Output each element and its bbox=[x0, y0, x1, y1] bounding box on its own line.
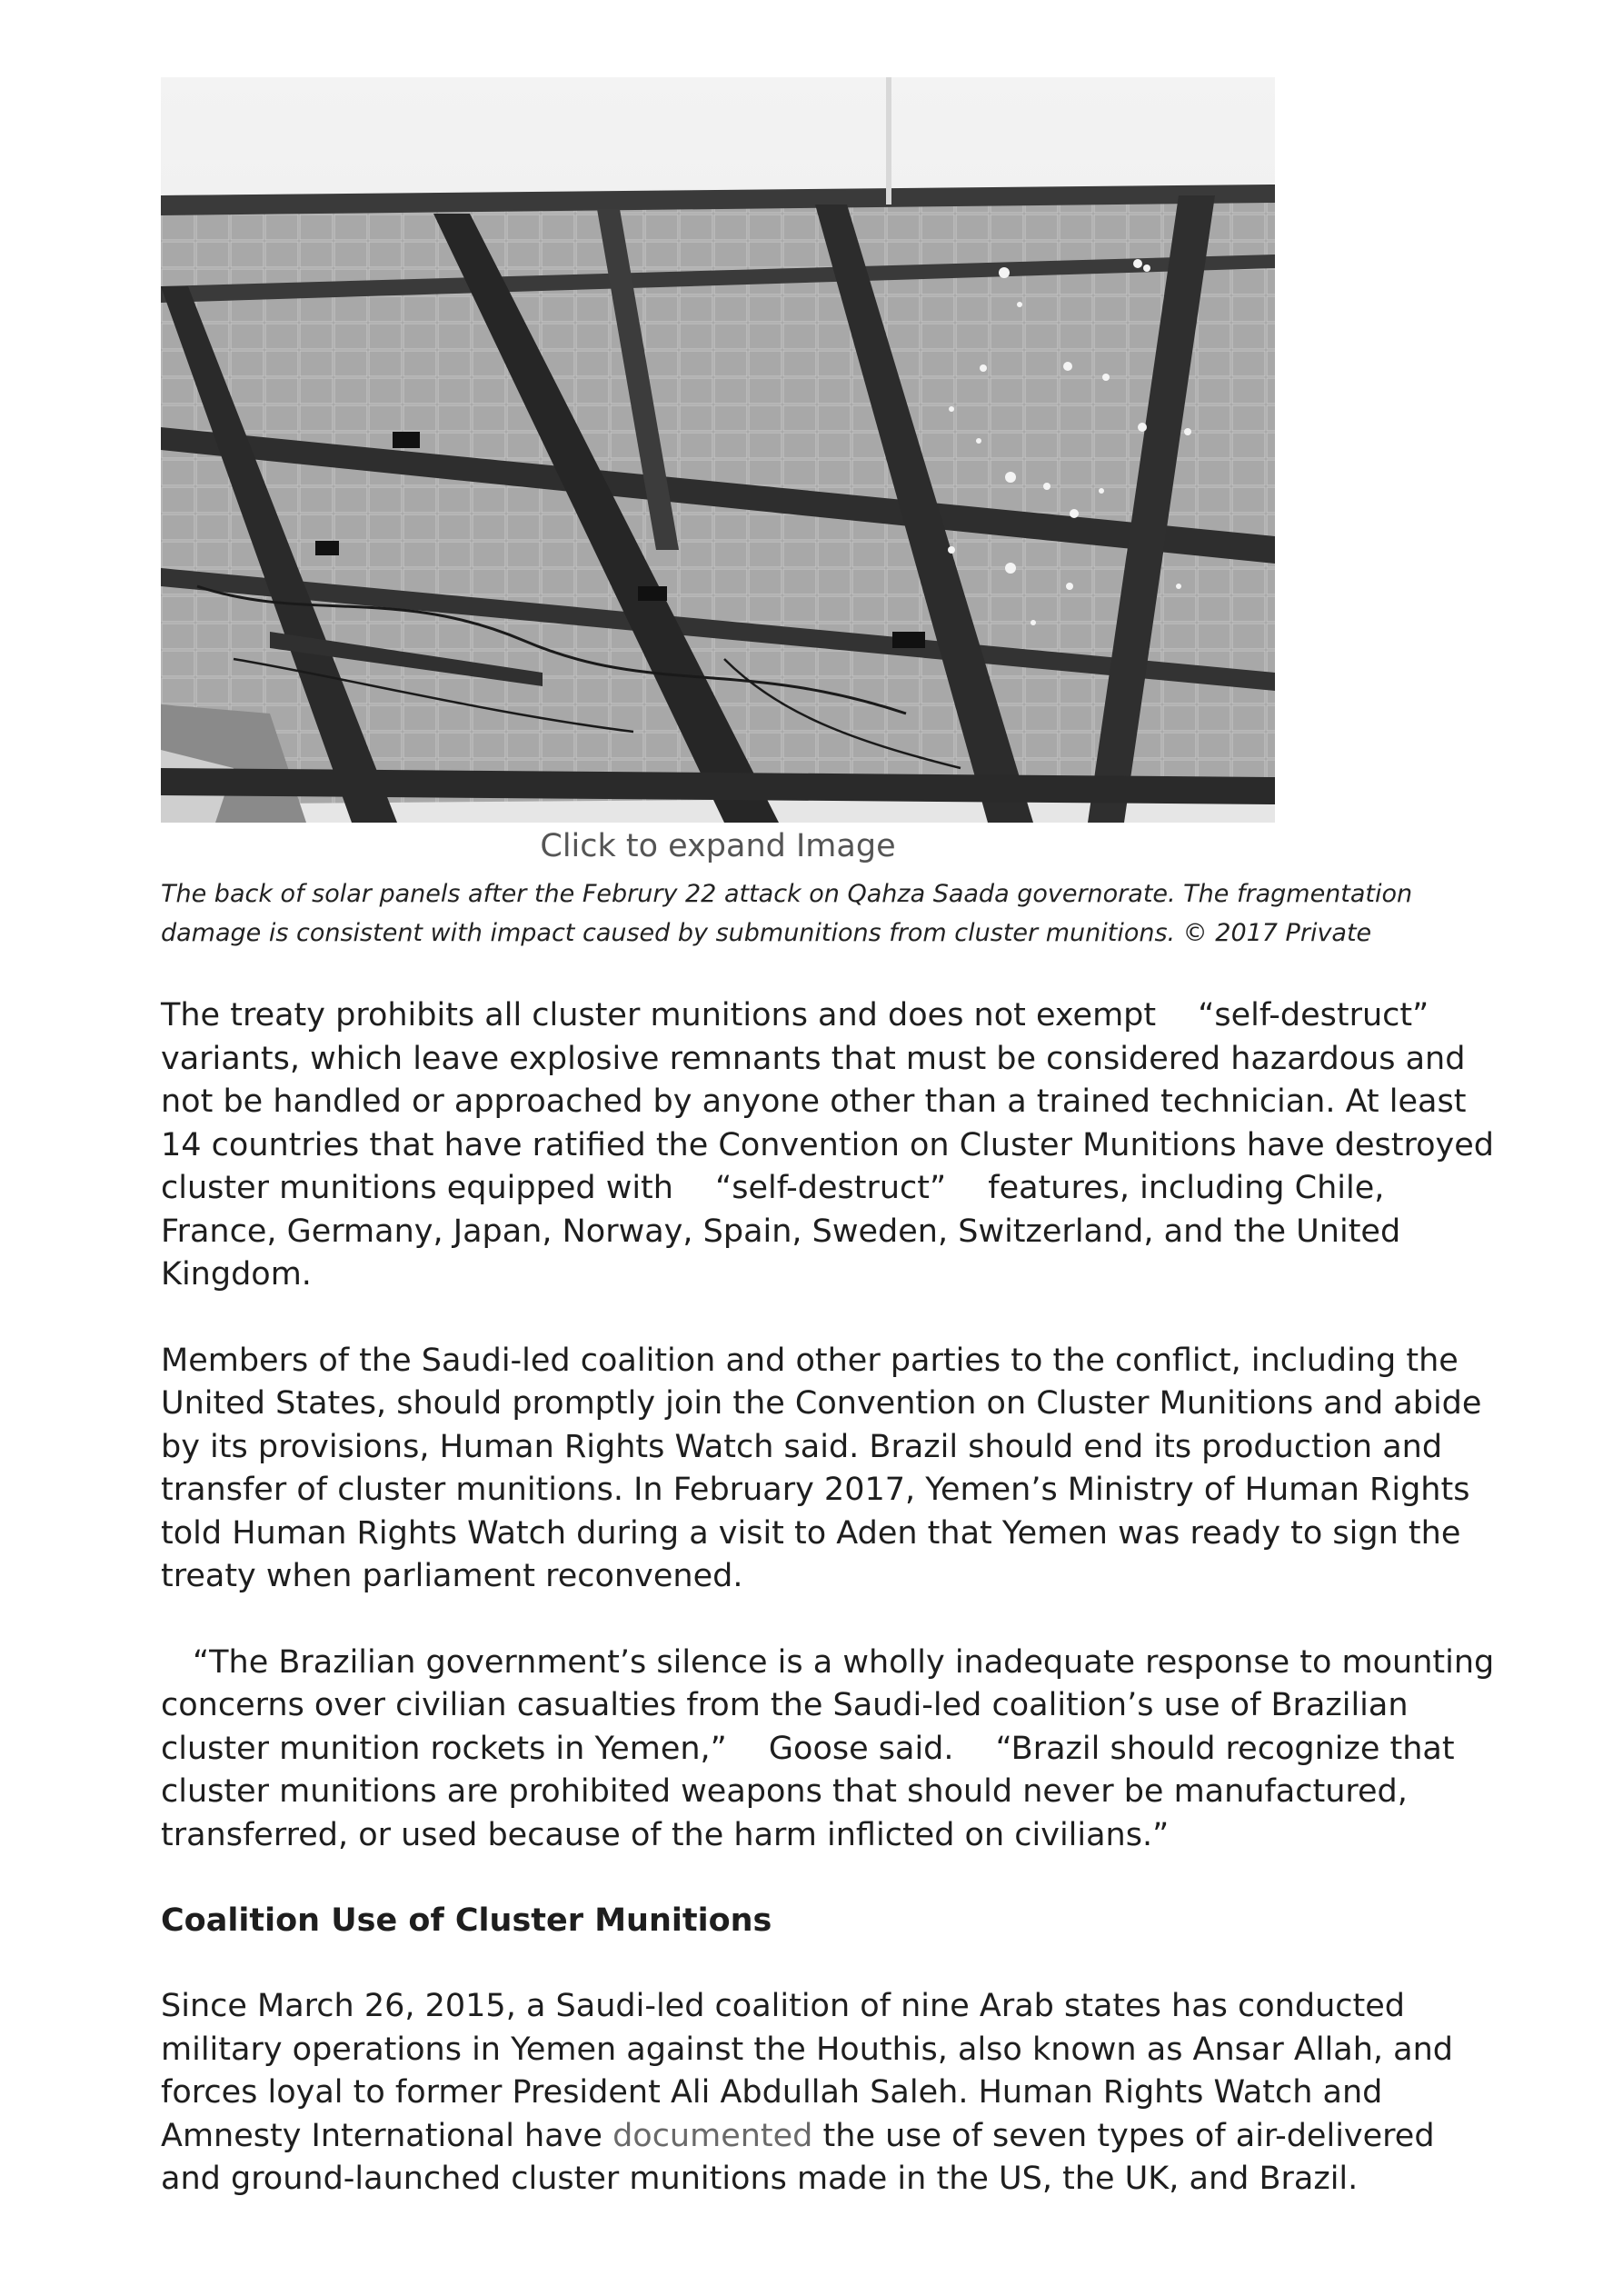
image-caption: The back of solar panels after the Februry 22 attack on Qahza Saada governorate. The fragmentation damage is consistent with impact caused by submunitions from cluster munitions. © 2017 Private bbox=[161, 880, 1413, 947]
solar-panel-image bbox=[161, 77, 1275, 823]
paragraph-text-after-link: the use of seven types of air-delivered and ground-launched cluster munitions made in the US, the UK, and Brazil. bbox=[161, 2117, 1435, 2197]
paragraph-coalition-members: Members of the Saudi-led coalition and other parties to the conflict, including the United States, should promptly join the Convention on Cluster Munitions and abide by its provisions, Human Rights Watch said. Brazil should end its production and transfer of cluster munitions. In February 2017, Yemen’s Ministry of Human Rights told Human Rights Watch during a visit to Aden that Yemen was ready to sign the treaty when parliament reconvened. bbox=[161, 1342, 1482, 1594]
paragraph-text-before-link: Since March 26, 2015, a Saudi-led coalition of nine Arab states has conducted military operations in Yemen against the Houthis, also known as Ansar Allah, and forces loyal to former President Ali Abdullah Saleh. Human Rights Watch and Amnesty International have bbox=[161, 1988, 1453, 2154]
paragraph-goose-quote: “The Brazilian government’s silence is a wholly inadequate response to mounting concerns over civilian casualties from the Saudi-led coalition’s use of Brazilian cluster munition rockets in Yemen,” Goose said. “Brazil should recognize that cluster munitions are prohibited weapons that should never be manufactured, transferred, or used because of the harm inflicted on civilians.” bbox=[161, 1643, 1495, 1853]
article-page bbox=[161, 77, 1497, 2201]
documented-link[interactable]: documented bbox=[612, 2117, 813, 2154]
expand-image-link[interactable]: Click to expand Image bbox=[540, 828, 896, 864]
solar-panel-photo[interactable] bbox=[161, 77, 1275, 823]
paragraph-coalition-use bbox=[161, 1985, 1497, 2201]
section-heading: Coalition Use of Cluster Munitions bbox=[161, 1902, 772, 1939]
paragraph-treaty: The treaty prohibits all cluster munitions and does not exempt “self-destruct” variants, which leave explosive remnants that must be considered hazardous and not be handled or approached by anyone other than a trained technician. At least 14 countries that have ratified the Convention on Cluster Munitions have destroyed cluster munitions equipped with “self-destruct” features, including Chile, France, Germany, Japan, Norway, Spain, Sweden, Switzerland, and the United Kingdom. bbox=[161, 997, 1494, 1293]
